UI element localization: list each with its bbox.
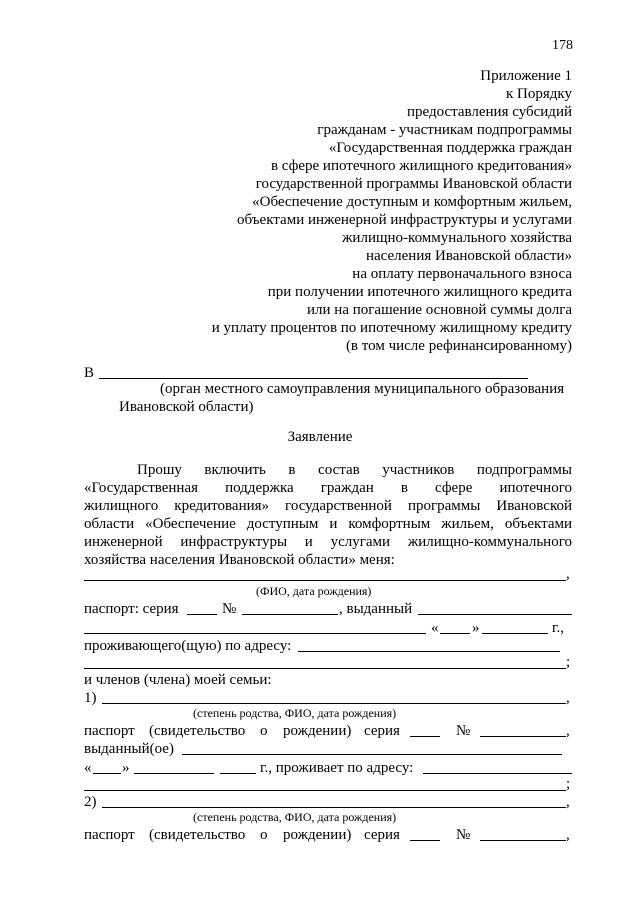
paragraph-line: хозяйства населения Ивановской области» меня: — [84, 552, 395, 568]
address-field-2[interactable] — [84, 668, 566, 669]
appendix-line: и уплату процентов по ипотечному жилищному кредиту — [211, 320, 572, 336]
passport-number-field[interactable] — [242, 614, 338, 615]
passport-cert-word: (свидетельство — [149, 827, 246, 843]
issue-month-field[interactable] — [482, 633, 548, 634]
member-1-info-field[interactable] — [102, 703, 566, 704]
passport-cert-word: серия — [364, 723, 400, 739]
appendix-line: при получении ипотечного жилищного кредита — [267, 284, 572, 300]
comma: , — [566, 723, 570, 739]
member-1-month-field[interactable] — [134, 773, 214, 774]
relation-hint: (степень родства, ФИО, дата рождения) — [193, 706, 397, 720]
member-2-series-field[interactable] — [410, 840, 440, 841]
quote-open: « — [431, 620, 439, 636]
comma: , — [566, 827, 570, 843]
appendix-line: «Обеспечение доступным и комфортным жильем, — [252, 194, 572, 210]
passport-cert-word: рождении) — [283, 723, 352, 739]
passport-cert-word: (свидетельство — [149, 723, 246, 739]
appendix-line: объектами инженерной инфраструктуры и услугами — [237, 212, 572, 228]
member-1-address-field[interactable] — [423, 773, 572, 774]
appendix-line: или на погашение основной суммы долга — [307, 302, 572, 318]
appendix-line: жилищно-коммунального хозяйства — [342, 230, 572, 246]
appendix-line: гражданам - участникам подпрограммы — [317, 122, 572, 138]
passport-series-label: паспорт: серия — [84, 601, 179, 617]
member-1-number-field[interactable] — [480, 736, 566, 737]
relation-hint: (степень родства, ФИО, дата рождения) — [193, 810, 397, 824]
comma: , — [566, 690, 570, 706]
passport-cert-word: паспорт — [84, 827, 135, 843]
paragraph-line: «Государственная поддержка граждан в сфере ипотечного — [84, 480, 572, 496]
number-sign: № — [456, 723, 471, 739]
appendix-line: на оплату первоначального взноса — [352, 266, 572, 282]
quote-close: » — [472, 620, 480, 636]
member-2-number-field[interactable] — [480, 840, 566, 841]
semicolon: ; — [566, 776, 571, 792]
comma: , — [566, 566, 570, 582]
appendix-line: населения Ивановской области» — [365, 248, 572, 264]
member-2-info-field[interactable] — [102, 807, 566, 808]
member-1-address-field-2[interactable] — [84, 790, 566, 791]
fio-hint: (ФИО, дата рождения) — [256, 584, 372, 598]
semicolon: ; — [566, 654, 571, 670]
address-field[interactable] — [298, 651, 560, 652]
appendix-line: в сфере ипотечного жилищного кредитования» — [270, 158, 572, 174]
member-1-series-field[interactable] — [410, 736, 440, 737]
number-sign: № — [456, 827, 471, 843]
member-1-number: 1) — [84, 690, 97, 706]
appendix-line: предоставления субсидий — [406, 104, 572, 120]
appendix-line: «Государственная поддержка граждан — [328, 140, 572, 156]
family-intro: и членов (члена) моей семьи: — [84, 672, 272, 688]
issue-day-field[interactable] — [440, 633, 470, 634]
addressee-field[interactable] — [99, 378, 528, 379]
lives-at-label: г., проживает по адресу: — [260, 760, 414, 776]
residing-label: проживающего(щую) по адресу: — [84, 638, 292, 654]
member-1-year-field[interactable] — [220, 773, 256, 774]
comma: , — [566, 794, 570, 810]
addressee-hint: (орган местного самоуправления муниципального образования — [160, 381, 565, 397]
appendix-line: (в том числе рефинансированному) — [345, 338, 572, 354]
passport-cert-word: о — [260, 723, 268, 739]
passport-series-field[interactable] — [187, 614, 217, 615]
document-title: Заявление — [287, 429, 353, 445]
addressee-hint: Ивановской области) — [119, 399, 254, 415]
appendix-line: к Порядку — [506, 86, 572, 102]
year-label: г., — [552, 620, 564, 636]
appendix-line: Приложение 1 — [480, 68, 572, 84]
applicant-fio-field[interactable] — [84, 580, 566, 581]
passport-issued-field[interactable] — [418, 614, 572, 615]
member-2-number: 2) — [84, 794, 97, 810]
quote-close: » — [122, 760, 130, 776]
passport-cert-word: рождении) — [283, 827, 352, 843]
quote-open: « — [84, 760, 92, 776]
number-sign: № — [222, 601, 237, 617]
issued2-label: выданный(ое) — [84, 741, 174, 757]
paragraph-line: инженерной инфраструктуры и услугами жилищно-коммунального — [84, 534, 572, 550]
addressee-prefix: В — [84, 365, 95, 381]
passport-cert-word: паспорт — [84, 723, 135, 739]
passport-cert-word: серия — [364, 827, 400, 843]
member-1-issued-field[interactable] — [182, 754, 562, 755]
paragraph-line: Прошу включить в состав участников подпрограммы — [137, 462, 572, 478]
issued-label: , выданный — [339, 601, 413, 617]
passport-issued-field-2[interactable] — [84, 633, 426, 634]
appendix-line: государственной программы Ивановской области — [255, 176, 572, 192]
member-1-day-field[interactable] — [93, 773, 121, 774]
paragraph-line: области «Обеспечение доступным и комфортным жильем, объектами — [84, 516, 572, 532]
paragraph-line: жилищного кредитования» государственной программы Ивановской — [84, 498, 572, 514]
page-number: 178 — [552, 38, 573, 53]
passport-cert-word: о — [260, 827, 268, 843]
